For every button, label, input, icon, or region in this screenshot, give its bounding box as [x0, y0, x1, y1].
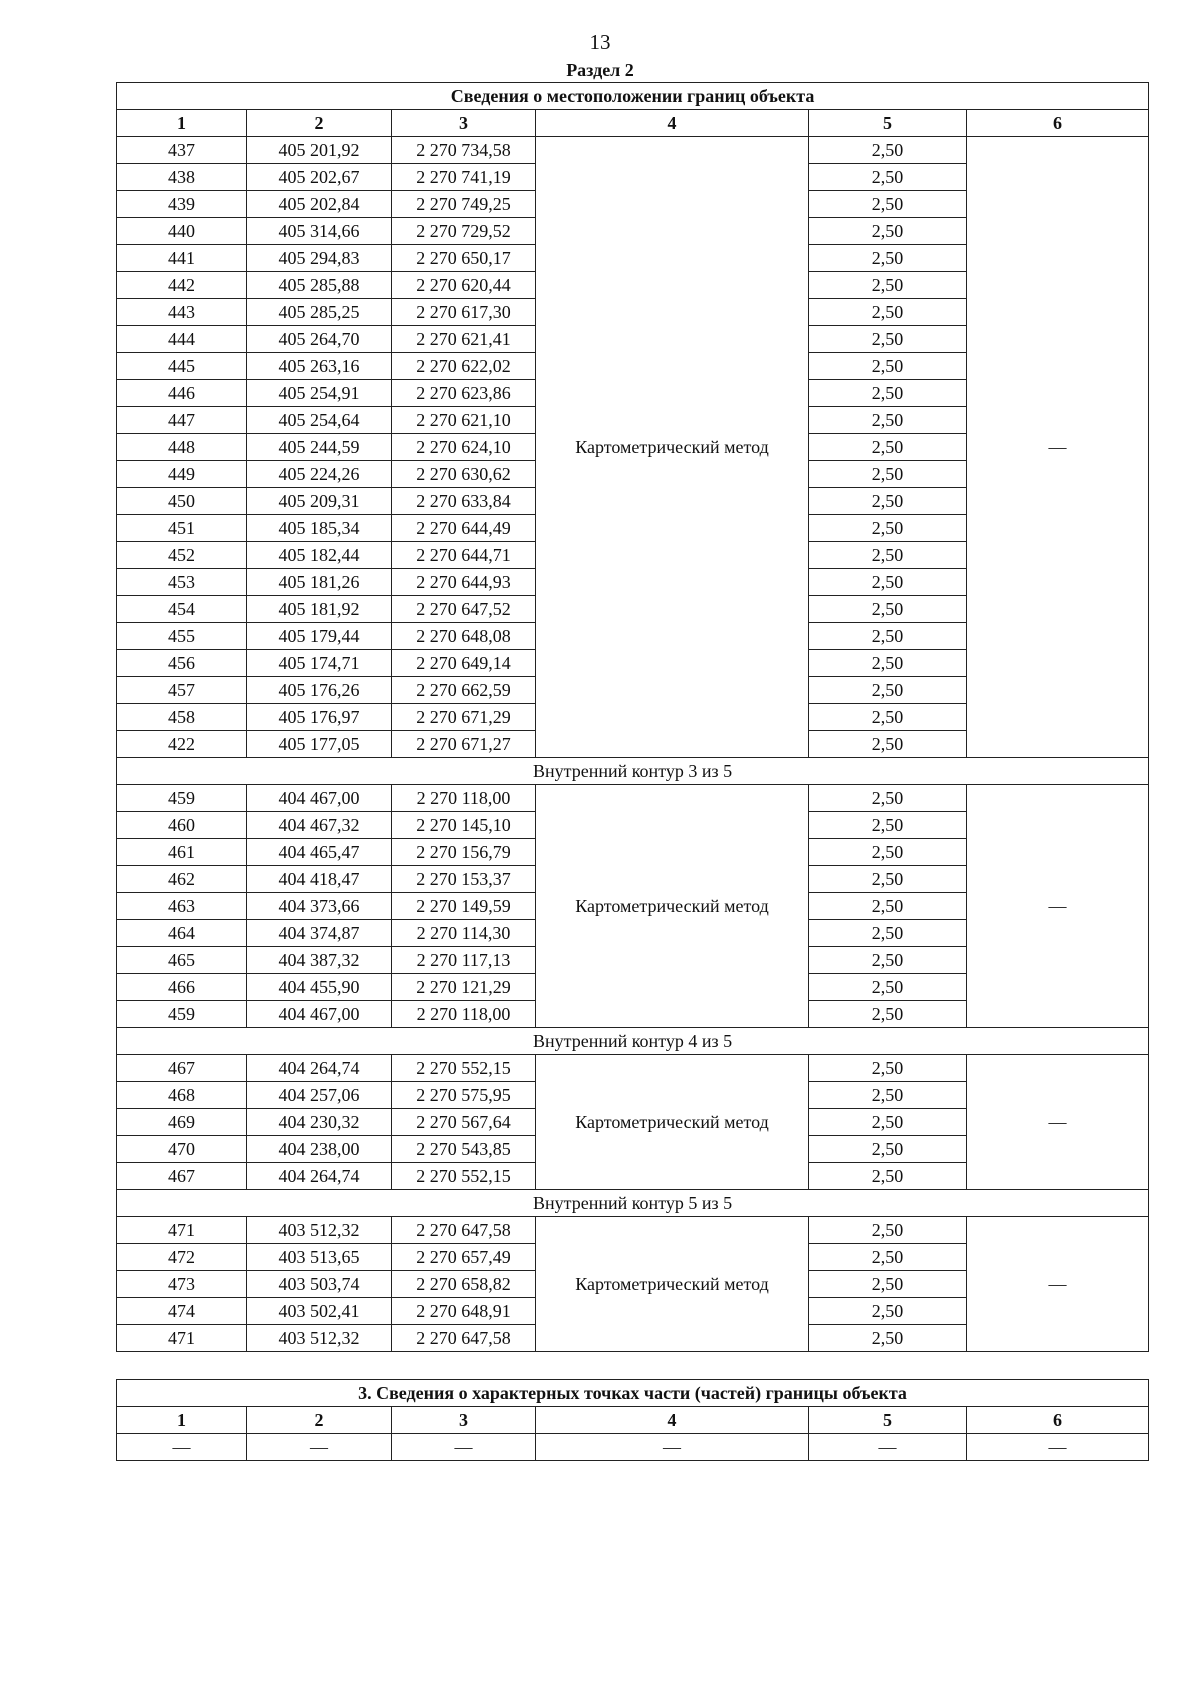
point-number-cell: 471	[117, 1325, 247, 1352]
point-number-cell: 450	[117, 488, 247, 515]
x-coordinate-cell: 405 182,44	[247, 542, 392, 569]
x-coordinate-cell: 405 224,26	[247, 461, 392, 488]
column-header: 1	[117, 1407, 247, 1434]
x-coordinate-cell: 404 230,32	[247, 1109, 392, 1136]
y-coordinate-cell: 2 270 575,95	[392, 1082, 536, 1109]
y-coordinate-cell: 2 270 633,84	[392, 488, 536, 515]
column-header: 4	[536, 1407, 809, 1434]
x-coordinate-cell: 403 512,32	[247, 1325, 392, 1352]
accuracy-cell: 2,50	[809, 785, 967, 812]
point-number-cell: 458	[117, 704, 247, 731]
table-row	[117, 1217, 1149, 1244]
point-number-cell: 469	[117, 1109, 247, 1136]
contour-label: Внутренний контур 5 из 5	[117, 1190, 1149, 1217]
y-coordinate-cell: 2 270 630,62	[392, 461, 536, 488]
x-coordinate-cell: 404 467,32	[247, 812, 392, 839]
description-cell: —	[967, 785, 1149, 1028]
point-number-cell: 438	[117, 164, 247, 191]
x-coordinate-cell: 405 176,97	[247, 704, 392, 731]
y-coordinate-cell: 2 270 734,58	[392, 137, 536, 164]
y-coordinate-cell: 2 270 621,10	[392, 407, 536, 434]
point-number-cell: 459	[117, 785, 247, 812]
table-row	[117, 785, 1149, 812]
accuracy-cell: 2,50	[809, 407, 967, 434]
accuracy-cell: 2,50	[809, 1298, 967, 1325]
x-coordinate-cell: 404 455,90	[247, 974, 392, 1001]
accuracy-cell: 2,50	[809, 1325, 967, 1352]
method-cell: Картометрический метод	[536, 1055, 809, 1190]
accuracy-cell: 2,50	[809, 596, 967, 623]
accuracy-cell: 2,50	[809, 839, 967, 866]
point-number-cell: 470	[117, 1136, 247, 1163]
accuracy-cell: 2,50	[809, 164, 967, 191]
x-coordinate-cell: 405 181,92	[247, 596, 392, 623]
point-number-cell: 446	[117, 380, 247, 407]
point-number-cell: 464	[117, 920, 247, 947]
accuracy-cell: 2,50	[809, 299, 967, 326]
empty-cell: —	[247, 1434, 392, 1461]
y-coordinate-cell: 2 270 671,27	[392, 731, 536, 758]
point-number-cell: 462	[117, 866, 247, 893]
column-header: 2	[247, 110, 392, 137]
column-header: 6	[967, 110, 1149, 137]
x-coordinate-cell: 404 387,32	[247, 947, 392, 974]
x-coordinate-cell: 403 513,65	[247, 1244, 392, 1271]
y-coordinate-cell: 2 270 662,59	[392, 677, 536, 704]
x-coordinate-cell: 405 314,66	[247, 218, 392, 245]
x-coordinate-cell: 405 181,26	[247, 569, 392, 596]
accuracy-cell: 2,50	[809, 245, 967, 272]
table-row-empty	[117, 1434, 1149, 1461]
x-coordinate-cell: 404 264,74	[247, 1163, 392, 1190]
x-coordinate-cell: 405 179,44	[247, 623, 392, 650]
accuracy-cell: 2,50	[809, 515, 967, 542]
y-coordinate-cell: 2 270 749,25	[392, 191, 536, 218]
y-coordinate-cell: 2 270 620,44	[392, 272, 536, 299]
point-number-cell: 448	[117, 434, 247, 461]
empty-cell: —	[536, 1434, 809, 1461]
x-coordinate-cell: 404 257,06	[247, 1082, 392, 1109]
point-number-cell: 441	[117, 245, 247, 272]
accuracy-cell: 2,50	[809, 731, 967, 758]
y-coordinate-cell: 2 270 114,30	[392, 920, 536, 947]
accuracy-cell: 2,50	[809, 1217, 967, 1244]
x-coordinate-cell: 404 238,00	[247, 1136, 392, 1163]
accuracy-cell: 2,50	[809, 380, 967, 407]
x-coordinate-cell: 405 285,25	[247, 299, 392, 326]
y-coordinate-cell: 2 270 650,17	[392, 245, 536, 272]
method-cell: Картометрический метод	[536, 137, 809, 758]
description-cell: —	[967, 1217, 1149, 1352]
subsection-header-row	[117, 1407, 1149, 1434]
accuracy-cell: 2,50	[809, 434, 967, 461]
x-coordinate-cell: 405 185,34	[247, 515, 392, 542]
column-header: 6	[967, 1407, 1149, 1434]
point-number-cell: 453	[117, 569, 247, 596]
point-number-cell: 442	[117, 272, 247, 299]
accuracy-cell: 2,50	[809, 623, 967, 650]
accuracy-cell: 2,50	[809, 1001, 967, 1028]
y-coordinate-cell: 2 270 671,29	[392, 704, 536, 731]
y-coordinate-cell: 2 270 153,37	[392, 866, 536, 893]
x-coordinate-cell: 404 465,47	[247, 839, 392, 866]
x-coordinate-cell: 405 244,59	[247, 434, 392, 461]
accuracy-cell: 2,50	[809, 920, 967, 947]
accuracy-cell: 2,50	[809, 1244, 967, 1271]
accuracy-cell: 2,50	[809, 488, 967, 515]
point-number-cell: 454	[117, 596, 247, 623]
accuracy-cell: 2,50	[809, 542, 967, 569]
y-coordinate-cell: 2 270 647,58	[392, 1325, 536, 1352]
point-number-cell: 449	[117, 461, 247, 488]
point-number-cell: 452	[117, 542, 247, 569]
y-coordinate-cell: 2 270 644,93	[392, 569, 536, 596]
y-coordinate-cell: 2 270 657,49	[392, 1244, 536, 1271]
table-caption: Сведения о местоположении границ объекта	[117, 83, 1149, 110]
point-number-cell: 445	[117, 353, 247, 380]
column-header: 3	[392, 110, 536, 137]
column-header: 4	[536, 110, 809, 137]
y-coordinate-cell: 2 270 552,15	[392, 1055, 536, 1082]
accuracy-cell: 2,50	[809, 1163, 967, 1190]
point-number-cell: 467	[117, 1055, 247, 1082]
x-coordinate-cell: 403 502,41	[247, 1298, 392, 1325]
point-number-cell: 443	[117, 299, 247, 326]
accuracy-cell: 2,50	[809, 569, 967, 596]
accuracy-cell: 2,50	[809, 677, 967, 704]
point-number-cell: 437	[117, 137, 247, 164]
y-coordinate-cell: 2 270 741,19	[392, 164, 536, 191]
x-coordinate-cell: 405 264,70	[247, 326, 392, 353]
page-number: 13	[589, 30, 611, 54]
column-header: 2	[247, 1407, 392, 1434]
y-coordinate-cell: 2 270 644,49	[392, 515, 536, 542]
empty-cell: —	[967, 1434, 1149, 1461]
boundary-points-table	[116, 82, 1149, 1352]
point-number-cell: 465	[117, 947, 247, 974]
x-coordinate-cell: 405 263,16	[247, 353, 392, 380]
y-coordinate-cell: 2 270 118,00	[392, 785, 536, 812]
x-coordinate-cell: 405 202,67	[247, 164, 392, 191]
x-coordinate-cell: 404 374,87	[247, 920, 392, 947]
accuracy-cell: 2,50	[809, 137, 967, 164]
column-header: 5	[809, 110, 967, 137]
y-coordinate-cell: 2 270 649,14	[392, 650, 536, 677]
point-number-cell: 474	[117, 1298, 247, 1325]
x-coordinate-cell: 405 174,71	[247, 650, 392, 677]
x-coordinate-cell: 403 503,74	[247, 1271, 392, 1298]
accuracy-cell: 2,50	[809, 353, 967, 380]
x-coordinate-cell: 405 294,83	[247, 245, 392, 272]
x-coordinate-cell: 404 467,00	[247, 785, 392, 812]
accuracy-cell: 2,50	[809, 866, 967, 893]
method-cell: Картометрический метод	[536, 1217, 809, 1352]
y-coordinate-cell: 2 270 121,29	[392, 974, 536, 1001]
column-header-row	[117, 110, 1149, 137]
x-coordinate-cell: 405 254,64	[247, 407, 392, 434]
method-cell: Картометрический метод	[536, 785, 809, 1028]
contour-row	[117, 1190, 1149, 1217]
y-coordinate-cell: 2 270 622,02	[392, 353, 536, 380]
point-number-cell: 472	[117, 1244, 247, 1271]
y-coordinate-cell: 2 270 647,58	[392, 1217, 536, 1244]
y-coordinate-cell: 2 270 567,64	[392, 1109, 536, 1136]
x-coordinate-cell: 405 202,84	[247, 191, 392, 218]
accuracy-cell: 2,50	[809, 461, 967, 488]
point-number-cell: 422	[117, 731, 247, 758]
y-coordinate-cell: 2 270 729,52	[392, 218, 536, 245]
accuracy-cell: 2,50	[809, 893, 967, 920]
y-coordinate-cell: 2 270 648,91	[392, 1298, 536, 1325]
x-coordinate-cell: 405 285,88	[247, 272, 392, 299]
column-header: 1	[117, 110, 247, 137]
accuracy-cell: 2,50	[809, 974, 967, 1001]
y-coordinate-cell: 2 270 647,52	[392, 596, 536, 623]
accuracy-cell: 2,50	[809, 1109, 967, 1136]
empty-cell: —	[392, 1434, 536, 1461]
x-coordinate-cell: 404 418,47	[247, 866, 392, 893]
accuracy-cell: 2,50	[809, 218, 967, 245]
empty-cell: —	[117, 1434, 247, 1461]
y-coordinate-cell: 2 270 118,00	[392, 1001, 536, 1028]
point-number-cell: 467	[117, 1163, 247, 1190]
accuracy-cell: 2,50	[809, 947, 967, 974]
point-number-cell: 460	[117, 812, 247, 839]
y-coordinate-cell: 2 270 156,79	[392, 839, 536, 866]
y-coordinate-cell: 2 270 623,86	[392, 380, 536, 407]
contour-label: Внутренний контур 4 из 5	[117, 1028, 1149, 1055]
y-coordinate-cell: 2 270 543,85	[392, 1136, 536, 1163]
subsection-caption: 3. Сведения о характерных точках части (частей) границы объекта	[117, 1380, 1149, 1407]
point-number-cell: 455	[117, 623, 247, 650]
accuracy-cell: 2,50	[809, 704, 967, 731]
accuracy-cell: 2,50	[809, 1271, 967, 1298]
x-coordinate-cell: 405 254,91	[247, 380, 392, 407]
point-number-cell: 444	[117, 326, 247, 353]
x-coordinate-cell: 405 176,26	[247, 677, 392, 704]
point-number-cell: 471	[117, 1217, 247, 1244]
y-coordinate-cell: 2 270 617,30	[392, 299, 536, 326]
accuracy-cell: 2,50	[809, 1055, 967, 1082]
accuracy-cell: 2,50	[809, 191, 967, 218]
x-coordinate-cell: 405 177,05	[247, 731, 392, 758]
point-number-cell: 457	[117, 677, 247, 704]
section-title: Раздел 2	[566, 60, 634, 80]
y-coordinate-cell: 2 270 621,41	[392, 326, 536, 353]
accuracy-cell: 2,50	[809, 1082, 967, 1109]
contour-label: Внутренний контур 3 из 5	[117, 758, 1149, 785]
y-coordinate-cell: 2 270 624,10	[392, 434, 536, 461]
x-coordinate-cell: 403 512,32	[247, 1217, 392, 1244]
part-boundary-points-table	[116, 1379, 1149, 1461]
description-cell: —	[967, 137, 1149, 758]
y-coordinate-cell: 2 270 149,59	[392, 893, 536, 920]
y-coordinate-cell: 2 270 145,10	[392, 812, 536, 839]
accuracy-cell: 2,50	[809, 650, 967, 677]
contour-row	[117, 758, 1149, 785]
table-row	[117, 137, 1149, 164]
x-coordinate-cell: 404 264,74	[247, 1055, 392, 1082]
description-cell: —	[967, 1055, 1149, 1190]
point-number-cell: 466	[117, 974, 247, 1001]
column-header: 3	[392, 1407, 536, 1434]
x-coordinate-cell: 405 209,31	[247, 488, 392, 515]
accuracy-cell: 2,50	[809, 326, 967, 353]
contour-row	[117, 1028, 1149, 1055]
y-coordinate-cell: 2 270 648,08	[392, 623, 536, 650]
point-number-cell: 468	[117, 1082, 247, 1109]
y-coordinate-cell: 2 270 117,13	[392, 947, 536, 974]
point-number-cell: 439	[117, 191, 247, 218]
y-coordinate-cell: 2 270 552,15	[392, 1163, 536, 1190]
point-number-cell: 447	[117, 407, 247, 434]
y-coordinate-cell: 2 270 658,82	[392, 1271, 536, 1298]
point-number-cell: 473	[117, 1271, 247, 1298]
point-number-cell: 451	[117, 515, 247, 542]
empty-cell: —	[809, 1434, 967, 1461]
point-number-cell: 459	[117, 1001, 247, 1028]
point-number-cell: 456	[117, 650, 247, 677]
x-coordinate-cell: 404 467,00	[247, 1001, 392, 1028]
point-number-cell: 440	[117, 218, 247, 245]
x-coordinate-cell: 405 201,92	[247, 137, 392, 164]
accuracy-cell: 2,50	[809, 812, 967, 839]
accuracy-cell: 2,50	[809, 272, 967, 299]
table-row	[117, 1055, 1149, 1082]
accuracy-cell: 2,50	[809, 1136, 967, 1163]
x-coordinate-cell: 404 373,66	[247, 893, 392, 920]
point-number-cell: 461	[117, 839, 247, 866]
column-header: 5	[809, 1407, 967, 1434]
y-coordinate-cell: 2 270 644,71	[392, 542, 536, 569]
point-number-cell: 463	[117, 893, 247, 920]
